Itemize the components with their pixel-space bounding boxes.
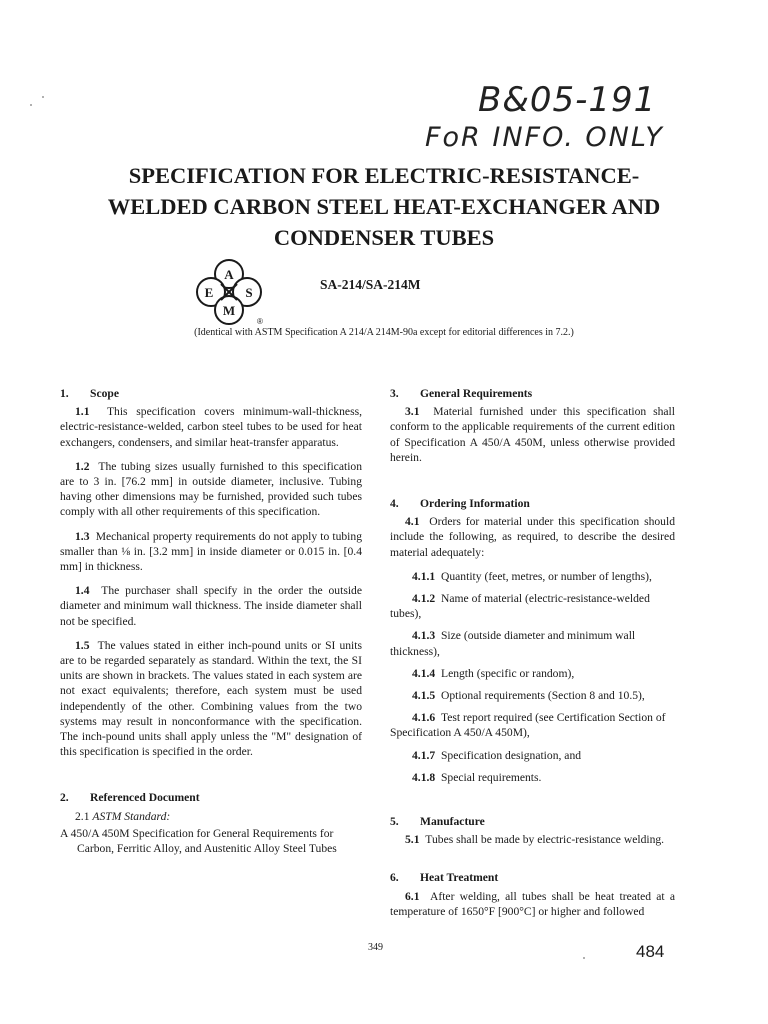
scan-speck xyxy=(42,96,44,98)
asme-clover-logo-icon xyxy=(195,258,263,326)
item-4-1-2: 4.1.2 Name of material (electric-resistance-welded tubes), xyxy=(390,592,650,621)
logo-letter-s: S xyxy=(245,285,253,300)
section-heading-referenced: 2. Referenced Document xyxy=(60,791,200,805)
item-4-1-3: 4.1.3 Size (outside diameter and minimum wall thickness), xyxy=(390,629,636,658)
item-4-1-7: 4.1.7 Specification designation, and xyxy=(412,748,582,762)
scan-speck xyxy=(30,104,32,106)
item-4-1-1: 4.1.1 Quantity (feet, metres, or number of lengths), xyxy=(412,569,652,583)
title-line-2: WELDED CARBON STEEL HEAT-EXCHANGER AND xyxy=(107,194,661,219)
stamped-page-number: 484 xyxy=(636,942,665,961)
paragraph-6-1: 6.1 After welding, all tubes shall be heat treated at a temperature of 1650°F [900°C] or higher and followed xyxy=(390,889,676,918)
paragraph-1-4: 1.4 The purchaser shall specify in the order the outside diameter and minimum wall thickness. The inside diameter shall not be specified. xyxy=(60,584,362,628)
left-column xyxy=(60,386,362,856)
section-heading-manufacture: 5. Manufacture xyxy=(390,815,485,829)
item-4-1-5: 4.1.5 Optional requirements (Section 8 and 10.5), xyxy=(412,689,645,703)
identical-note: (Identical with ASTM Specification A 214/A 214M-90a except for editorial differences in 7.2.) xyxy=(194,327,574,338)
page-number: 349 xyxy=(368,942,383,953)
logo-letter-m: M xyxy=(222,303,236,318)
referenced-item: A 450/A 450M Specification for General Requirements for Carbon, Ferritic Alloy, and Austenitic Alloy Steel Tubes xyxy=(60,826,337,856)
paragraph-4-1: 4.1 Orders for material under this specification should include the following, as required, to describe the desired material adequately: xyxy=(390,515,675,559)
logo-letter-e: E xyxy=(204,285,214,300)
handwritten-note: FoR INFO. ONLY xyxy=(425,122,664,153)
section-heading-ordering: 4. Ordering Information xyxy=(390,497,530,511)
paragraph-1-3: 1.3 Mechanical property requirements do not apply to tubing smaller than ⅛ in. [3.2 mm] in inside diameter or 0.015 in. [0.4 mm] in thickness. xyxy=(60,529,362,574)
title-line-1: SPECIFICATION FOR ELECTRIC-RESISTANCE- xyxy=(128,163,640,188)
title-line-3: CONDENSER TUBES xyxy=(273,225,495,250)
section-heading-scope: 1. Scope xyxy=(60,387,119,400)
registered-mark: ® xyxy=(257,317,263,326)
paragraph-1-5: 1.5 The values stated in either inch-pound units or SI units are to be regarded separately as standard. Within the text, the SI units are shown in brackets. The values stated in each system are not exact equivalents; therefore, each system must be used independently of the other. Combining values from the two systems may result in nonconformance with the specification. The inch-pound units shall apply unless the "M" designation of this specification is specified in the order. xyxy=(60,638,363,759)
handwritten-reference: B&05-191 xyxy=(478,80,657,120)
paragraph-1-2: 1.2 The tubing sizes usually furnished to this specification are to 3 in. [76.2 mm] in outside diameter, inclusive. Tubing having other dimensions may be furnished, provided such tubes comply with all other requirements of this specification. xyxy=(60,459,363,519)
section-heading-heat-treatment: 6. Heat Treatment xyxy=(390,871,499,885)
spec-designation: SA-214/SA-214M xyxy=(320,277,421,292)
right-column xyxy=(390,386,675,928)
item-4-1-8: 4.1.8 Special requirements. xyxy=(412,770,542,784)
section-heading-general: 3. General Requirements xyxy=(390,387,533,400)
paragraph-2-1: 2.1 ASTM Standard: xyxy=(75,809,171,823)
item-4-1-4: 4.1.4 Length (specific or random), xyxy=(412,666,575,680)
logo-letter-a: A xyxy=(224,267,234,282)
paragraph-3-1: 3.1 Material furnished under this specification shall conform to the applicable requirements of the current edition of Specification A 450/A 450M, unless otherwise provided herein. xyxy=(390,405,676,464)
paragraph-5-1: 5.1 Tubes shall be made by electric-resistance welding. xyxy=(405,833,665,847)
paragraph-1-1: 1.1 This specification covers minimum-wall-thickness, electric-resistance-welded, carbon steel tubes to be used for heat exchangers, condensers, and similar heat-transfer apparatus. xyxy=(60,405,362,449)
item-4-1-6: 4.1.6 Test report required (see Certification Section of Specification A 450/A 450M), xyxy=(390,711,666,740)
scan-speck xyxy=(583,957,585,959)
document-title xyxy=(60,160,708,253)
